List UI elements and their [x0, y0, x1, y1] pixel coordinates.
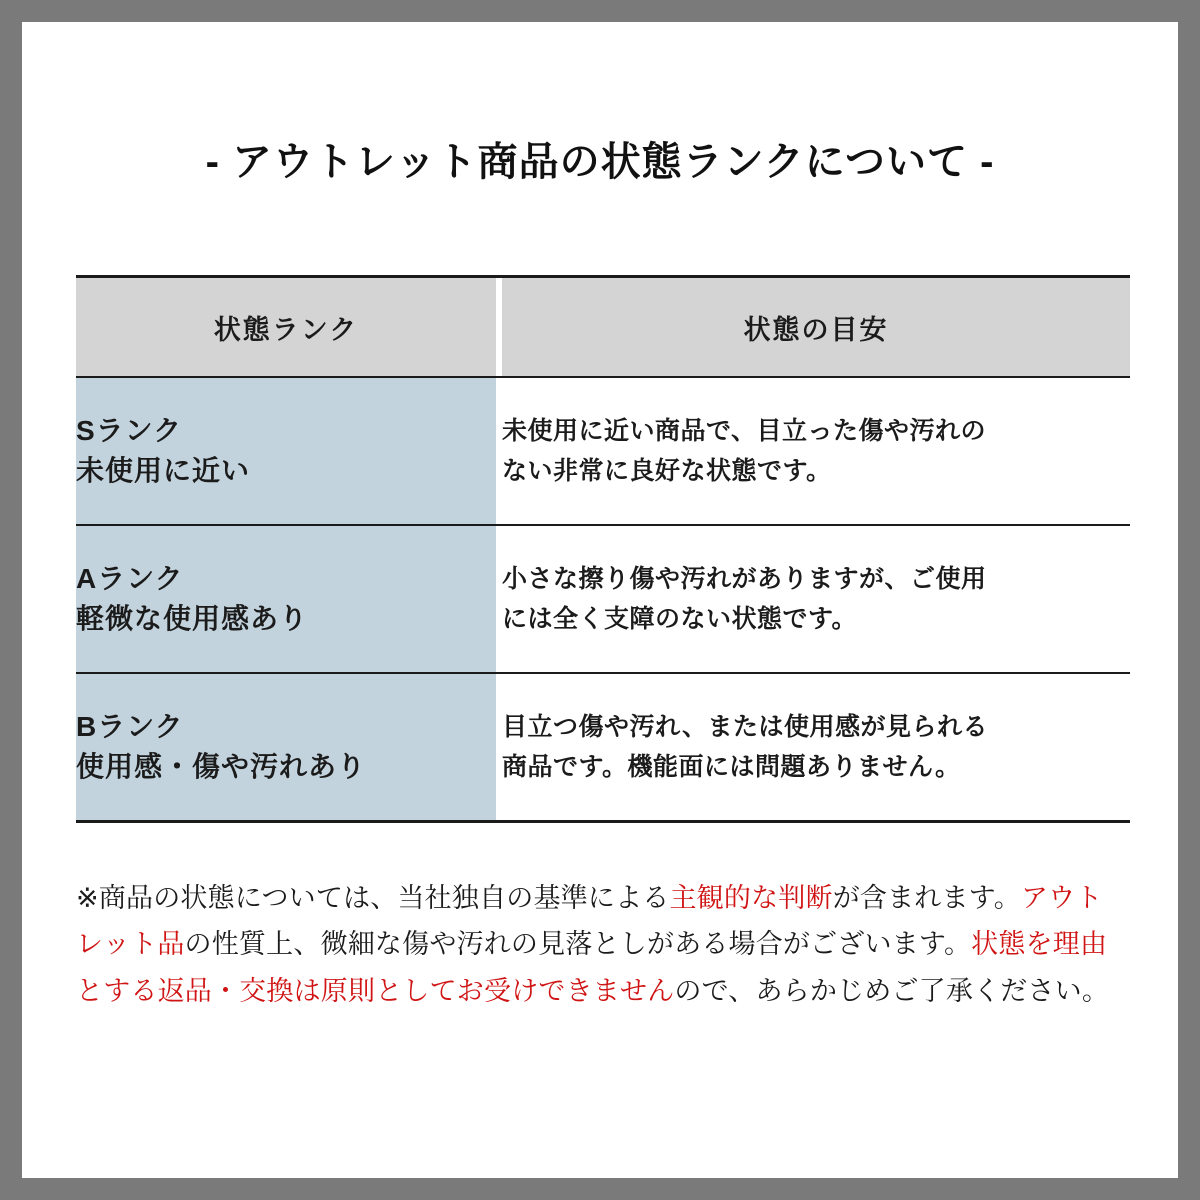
note-highlight-outlet: アウトレット品 — [76, 883, 1103, 960]
description-cell-b — [502, 673, 1130, 822]
rank-label-line1: Bランク — [76, 711, 184, 743]
note-segment-7: ので、あらかじめご了承ください。 — [674, 975, 1110, 1006]
description-line1: 小さな擦り傷や汚れがありますが、ご使用 — [502, 564, 987, 593]
column-header-description: 状態の目安 — [502, 277, 1130, 378]
table-row — [76, 377, 1130, 525]
description-line2: ない非常に良好な状態です。 — [502, 457, 832, 485]
description-line1: 目立つ傷や汚れ、または使用感が見られる — [502, 712, 989, 741]
rank-label-line1: Sランク — [76, 415, 183, 447]
table-header-row — [76, 277, 1130, 378]
description-line2: 商品です。機能面には問題ありません。 — [502, 753, 961, 781]
note-highlight-no-return: 状態を理由とする返品・交換は原則としてお受けできません — [76, 929, 1108, 1006]
table-row — [76, 673, 1130, 822]
outlet-rank-card — [22, 22, 1178, 1178]
rank-cell-b — [76, 673, 496, 822]
column-header-rank: 状態ランク — [76, 277, 496, 378]
rank-label-line1: Aランク — [76, 563, 184, 595]
rank-label-line2: 未使用に近い — [76, 455, 251, 486]
rank-label-line2: 軽微な使用感あり — [76, 603, 309, 634]
rank-cell-a — [76, 525, 496, 673]
description-line1: 未使用に近い商品で、目立った傷や汚れの — [502, 416, 987, 445]
rank-cell-s — [76, 377, 496, 525]
table-row — [76, 525, 1130, 673]
note-segment-3: が含まれます。 — [832, 883, 1021, 913]
note-highlight-subjective: 主観的な判断 — [669, 883, 833, 913]
page-title: - アウトレット商品の状態ランクについて - — [205, 140, 995, 184]
rank-table — [76, 275, 1130, 823]
rank-label-line2: 使用感・傷や汚れあり — [76, 751, 367, 782]
note-segment-1: ※商品の状態については、当社独自の基準による — [76, 883, 670, 913]
card-inner — [50, 22, 1150, 1178]
disclaimer-note — [76, 875, 1128, 1014]
description-cell-s — [502, 377, 1130, 525]
description-cell-a — [502, 525, 1130, 673]
description-line2: には全く支障のない状態です。 — [502, 605, 858, 633]
note-segment-5: の性質上、微細な傷や汚れの見落としがある場合がございます。 — [184, 929, 972, 960]
